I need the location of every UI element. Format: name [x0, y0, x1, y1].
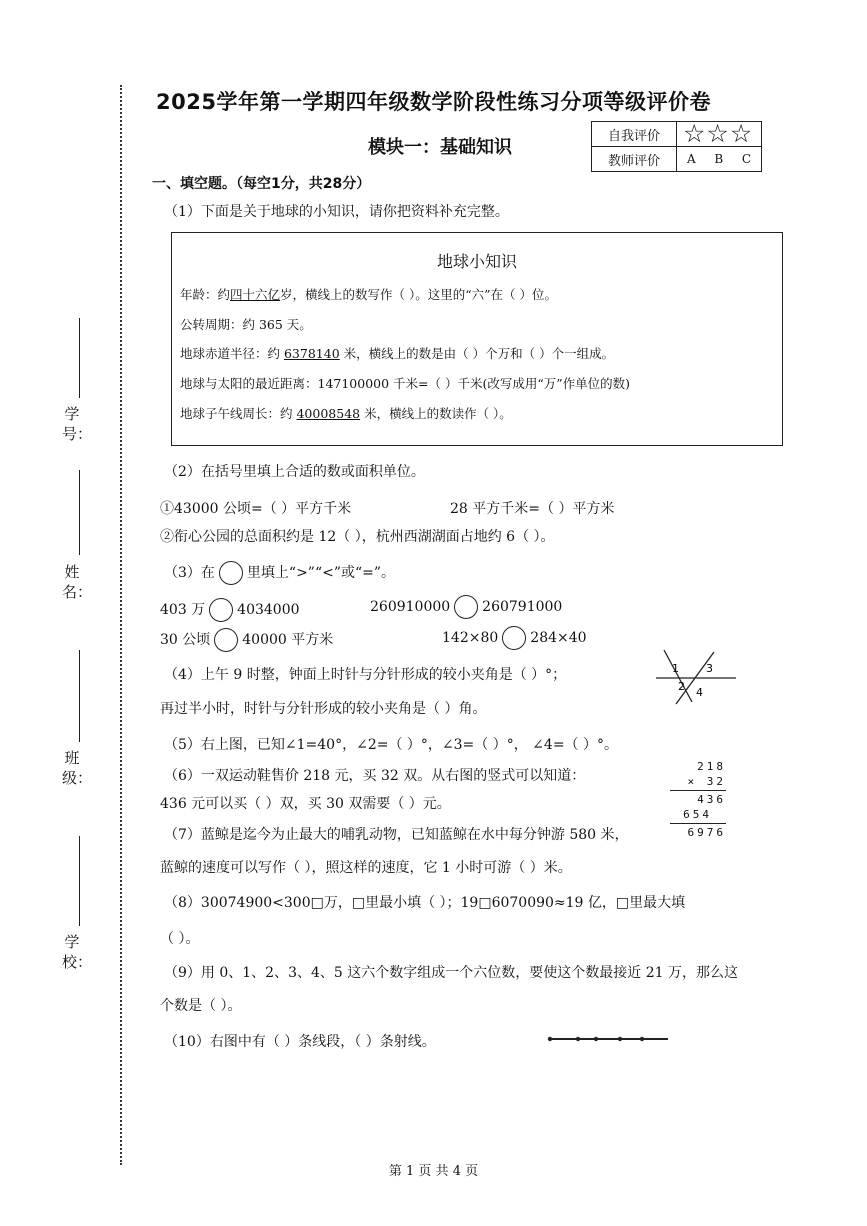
q3-compare-4[interactable]: 142×80 284×40 — [442, 626, 587, 650]
q5-line[interactable]: （5）右上图，已知∠1=40°，∠2=（ ）°，∠3=（ ）°， ∠4=（ ）°。 — [164, 737, 618, 753]
q9-line1: （9）用 0、1、2、3、4、5 这六个数字组成一个六位数，要使这个数最接近 21 万，那么这 — [164, 965, 738, 981]
earth-facts-title: 地球小知识 — [436, 252, 517, 271]
q9-line2[interactable]: 个数是（ ）。 — [160, 998, 242, 1014]
q10-line[interactable]: （10）右图中有（ ）条线段，（ ）条射线。 — [164, 1034, 436, 1050]
calc-row: 436 — [697, 793, 726, 806]
compare-circle[interactable] — [454, 595, 478, 619]
point-dot — [594, 1037, 598, 1041]
earth-facts-box — [171, 232, 783, 446]
q1-prompt: （1）下面是关于地球的小知识，请你把资料补充完整。 — [164, 204, 509, 220]
school-label: 学校： — [62, 933, 93, 971]
angle-label-4: 4 — [696, 686, 703, 699]
q2-line1a[interactable]: ①43000 公顷=（ ）平方千米 — [160, 501, 352, 517]
name-line[interactable] — [79, 470, 80, 555]
angle-label-1: 1 — [672, 662, 679, 675]
q3-compare-2[interactable]: 260910000 260791000 — [370, 595, 562, 619]
compare-circle[interactable] — [214, 628, 238, 652]
q3-compare-3[interactable]: 30 公顷 40000 平方米 — [160, 628, 333, 652]
q4-line2[interactable]: 再过半小时，时针与分针形成的较小夹角是（ ）角。 — [160, 701, 487, 717]
fact-meridian[interactable]: 地球子午线周长：约 40008548 米，横线上的数读作（ ）。 — [180, 406, 512, 421]
teacher-eval-label: 教师评价 — [592, 147, 677, 172]
evaluation-table — [591, 121, 762, 172]
q2-prompt: （2）在括号里填上合适的数或面积单位。 — [164, 464, 425, 480]
q3-prompt: （3）在 里填上“>”“<”或“=”。 — [164, 561, 395, 585]
page-number: 第 1 页 共 4 页 — [388, 1164, 479, 1179]
q8-line2[interactable]: （ ）。 — [160, 931, 200, 947]
q7-line2[interactable]: 蓝鲸的速度可以写作（ ），照这样的速度，它 1 小时可游（ ）米。 — [160, 860, 572, 876]
class-line[interactable] — [79, 650, 80, 742]
angle-label-3: 3 — [706, 662, 713, 675]
compare-circle[interactable] — [209, 598, 233, 622]
q3-compare-1[interactable]: 403 万 4034000 — [160, 598, 300, 622]
fact-age[interactable]: 年龄：约四十六亿岁，横线上的数写作（ ）。这里的“六”在（ ）位。 — [180, 287, 558, 302]
point-dot — [548, 1037, 552, 1041]
angle-diagram — [652, 646, 742, 708]
angle-label-2: 2 — [678, 680, 685, 693]
class-label: 班级： — [62, 749, 93, 787]
student-id-line[interactable] — [79, 318, 80, 398]
q8-line1[interactable]: （8）30074900<300□万，□里最小填（ ）；19□6070090≈19 亿，□里最大填 — [164, 895, 686, 911]
point-dot — [640, 1037, 644, 1041]
grade-b[interactable]: B — [714, 152, 724, 166]
angle-line-a — [664, 650, 692, 702]
vertical-multiplication — [670, 759, 726, 840]
point-dot — [576, 1037, 580, 1041]
rating-stars[interactable]: ☆☆☆ — [683, 119, 754, 148]
grade-c[interactable]: C — [741, 152, 751, 166]
q2-line2[interactable]: ②衔心公园的总面积约是 12（ ），杭州西湖湖面占地约 6（ ）。 — [160, 529, 555, 545]
line-segments-diagram — [544, 1032, 674, 1046]
compare-circle[interactable] — [502, 626, 526, 650]
name-label: 姓名： — [62, 563, 93, 601]
fact-sun-distance[interactable]: 地球与太阳的最近距离：147100000 千米=（ ）千米(改写成用“万”作单位的数) — [180, 376, 631, 391]
page-title: 2025学年第一学期四年级数学阶段性练习分项等级评价卷 — [156, 90, 711, 114]
school-line[interactable] — [79, 836, 80, 926]
calc-row: 6976 — [687, 826, 726, 839]
module-title: 模块一：基础知识 — [368, 137, 512, 158]
section-heading: 一、填空题。（每空1分，共28分） — [152, 176, 371, 192]
q6-line1: （6）一双运动鞋售价 218 元，买 32 双。从右图的竖式可以知道： — [164, 768, 586, 784]
grade-options[interactable] — [683, 152, 755, 166]
point-dot — [618, 1037, 622, 1041]
q7-line1: （7）蓝鲸是迄今为止最大的哺乳动物，已知蓝鲸在水中每分钟游 580 米， — [164, 827, 629, 843]
q2-line1b[interactable]: 28 平方千米=（ ）平方米 — [450, 501, 615, 517]
calc-row: 654 — [683, 808, 712, 821]
fact-radius[interactable]: 地球赤道半径：约 6378140 米，横线上的数是由（ ）个万和（ ）个一组成。 — [180, 346, 615, 361]
circle-icon — [219, 561, 243, 585]
q6-line2[interactable]: 436 元可以买（ ）双，买 30 双需要（ ）元。 — [160, 796, 451, 812]
binding-dotted-line — [120, 85, 122, 1165]
q4-line1[interactable]: （4）上午 9 时整，钟面上时针与分针形成的较小夹角是（ ）°； — [164, 667, 567, 683]
calc-row: 218 — [697, 760, 726, 773]
self-eval-label: 自我评价 — [592, 122, 677, 147]
calc-row: × 32 — [687, 775, 726, 788]
student-id-label: 学号： — [62, 405, 93, 443]
fact-orbit: 公转周期：约 365 天。 — [180, 317, 312, 332]
grade-a[interactable]: A — [687, 152, 696, 166]
